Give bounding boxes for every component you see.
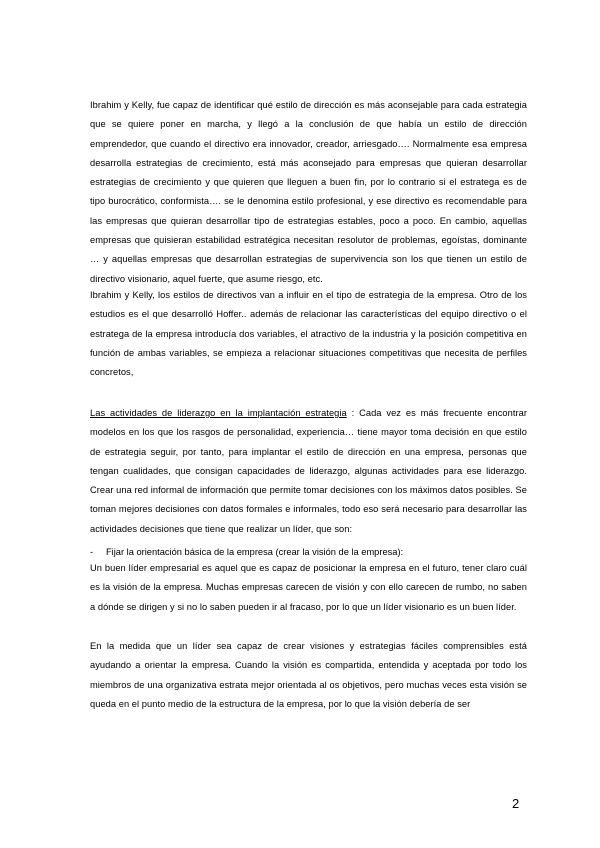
paragraph-5: En la medida que un líder sea capaz de crear visiones y estrategias fáciles comprensibles está ayudando a orientar la empresa. Cuando la visión es compartida, entendida y aceptada por todo los miembros de una organizativa estrata mejor orientada al os objetivos, pero muchas veces esta visión se queda en el punto medio de la estructura de la empresa, por lo que la visión debería de ser: [90, 641, 527, 709]
bullet-text: Fijar la orientación básica de la empresa (crear la visión de la empresa):: [106, 547, 404, 557]
paragraph-3-body: Cada vez es más frecuente encontrar modelos en los que los rasgos de personalidad, experiencia… tiene mayor toma decisión en que estilo de estrategia seguir, por tanto, para implantar el estilo de dirección en una empresa, personas que tengan cualidades, que consigan capacidades de liderazgo, algunas actividades para ese liderazgo. Crear una red informal de información que permite tomar decisiones con los máximos datos posibles. Se toman mejores decisiones con datos formales e informales, todo eso será necesario para desarrollar las actividades decisiones que tiene que realizar un líder, que son:: [90, 408, 527, 534]
page-number: 2: [512, 796, 520, 811]
paragraph-4: Un buen líder empresarial es aquel que es capaz de posicionar la empresa en el futuro, tener claro cuál es la visión de la empresa. Muchas empresas carecen de visión y con ello carecen de rumbo, no saben a dónde se dirigen y si no lo saben pueden ir al fracaso, por lo que un líder visionario es un buen líder.: [90, 563, 527, 612]
heading-separator: :: [346, 408, 360, 418]
bullet-dash: -: [90, 547, 94, 557]
paragraph-1: Ibrahim y Kelly, fue capaz de identificar qué estilo de dirección es más aconsejable para cada estrategia que se quiere poner en marcha, y llegó a la conclusión de que había un estilo de dirección emprendedor, que cuando el directivo era innovador, creador, arriesgado…. Normalmente esa empresa desarrolla estrategias de crecimiento, está más aconsejado para empresas que quieran desarrollar estrategias de crecimiento y que quieren que lleguen a buen fin, por lo contrario si el estratega es de tipo burocrático, conformista…. se le denomina estilo profesional, y ese directivo es recomendable para las empresas que quieran desarrollar tipo de estrategias estables, poco a poco. En cambio, aquellas empresas que quisieran estabilidad estratégica necesitan resolutor de problemas, egoístas, dominante … y aquellas empresas que desarrollan estrategias de supervivencia son los que tienen un estilo de directivo visionario, aquel fuerte, que asume riesgo, etc.: [90, 100, 527, 284]
paragraph-3: [90, 404, 527, 539]
paragraph-2: Ibrahim y Kelly, los estilos de directivos van a influir en el tipo de estrategia de la empresa. Otro de los estudios es el que desarrolló Hoffer.. además de relacionar las características del equipo directivo o el estratega de la empresa introducía dos variables, el atractivo de la industria y la posición competitiva en función de ambas variables, se empieza a relacionar situaciones competitivas que necesita de perfiles concretos,: [90, 290, 527, 378]
section-heading: Las actividades de liderazgo en la implantación estrategia: [90, 408, 347, 418]
